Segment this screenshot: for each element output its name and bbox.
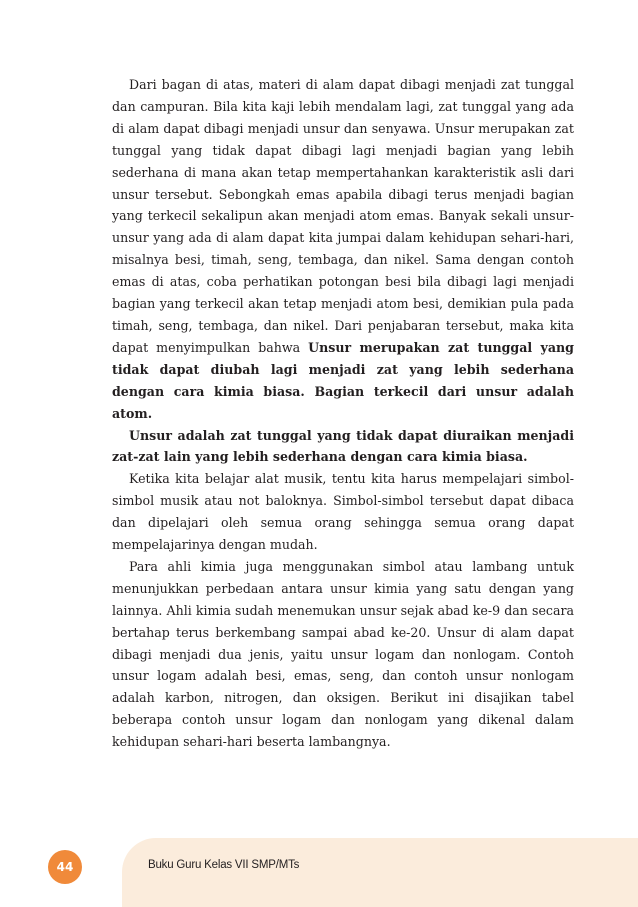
footer-band <box>122 838 638 907</box>
body-text <box>112 74 574 753</box>
paragraph-unsur-summary <box>112 425 574 469</box>
page-number-badge: 44 <box>48 850 82 884</box>
conclusion-bold-text: Unsur merupakan zat tunggal yang tidak dapat diubah lagi menjadi zat yang lebih sederhana dengan cara kimia biasa. Bagian terkecil dari unsur adalah atom. <box>112 339 574 421</box>
paragraph-unsur-definition <box>112 74 574 425</box>
summary-bold-text: Unsur adalah zat tunggal yang tidak dapat diuraikan menjadi zat-zat lain yang lebih sederhana dengan cara kimia biasa. <box>112 427 574 465</box>
paragraph-intro-text: Dari bagan di atas, materi di alam dapat dibagi menjadi zat tunggal dan campuran. Bila kita kaji lebih mendalam lagi, zat tunggal yang ada di alam dapat dibagi menjadi unsur dan senyawa. Unsur merupakan zat tunggal yang tidak dapat dibagi lagi menjadi bagian yang lebih sederhana di mana akan tetap mempertahankan karakteristik asli dari unsur tersebut. Sebongkah emas apabila dibagi terus menjadi bagian yang terkecil sekalipun akan menjadi atom emas. Banyak sekali unsur-unsur yang ada di alam dapat kita jumpai dalam kehidupan sehari-hari, misalnya besi, timah, seng, tembaga, dan nikel. Sama dengan contoh emas di atas, coba perhatikan potongan besi bila dibagi lagi menjadi bagian yang terkecil akan tetap menjadi atom besi, demikian pula pada timah, seng, tembaga, dan nikel. Dari penjabaran tersebut, maka kita dapat menyimpulkan bahwa <box>112 77 574 355</box>
book-title: Buku Guru Kelas VII SMP/MTs <box>148 859 300 871</box>
paragraph-music-analogy: Ketika kita belajar alat musik, tentu kita harus mempelajari simbol-simbol musik atau not baloknya. Simbol-simbol tersebut dapat dibaca dan dipelajari oleh semua orang sehingga semua orang dapat mempelajarinya dengan mudah. <box>112 471 574 553</box>
paragraph-chemical-symbols: Para ahli kimia juga menggunakan simbol atau lambang untuk menunjukkan perbedaan antara unsur kimia yang satu dengan yang lainnya. Ahli kimia sudah menemukan unsur sejak abad ke-9 dan secara bertahap terus berkembang sampai abad ke-20. Unsur di alam dapat dibagi menjadi dua jenis, yaitu unsur logam dan nonlogam. Contoh unsur logam adalah besi, emas, seng, dan contoh unsur nonlogam adalah karbon, nitrogen, dan oksigen. Berikut ini disajikan tabel beberapa contoh unsur logam dan nonlogam yang dikenal dalam kehidupan sehari-hari beserta lambangnya. <box>112 558 574 750</box>
